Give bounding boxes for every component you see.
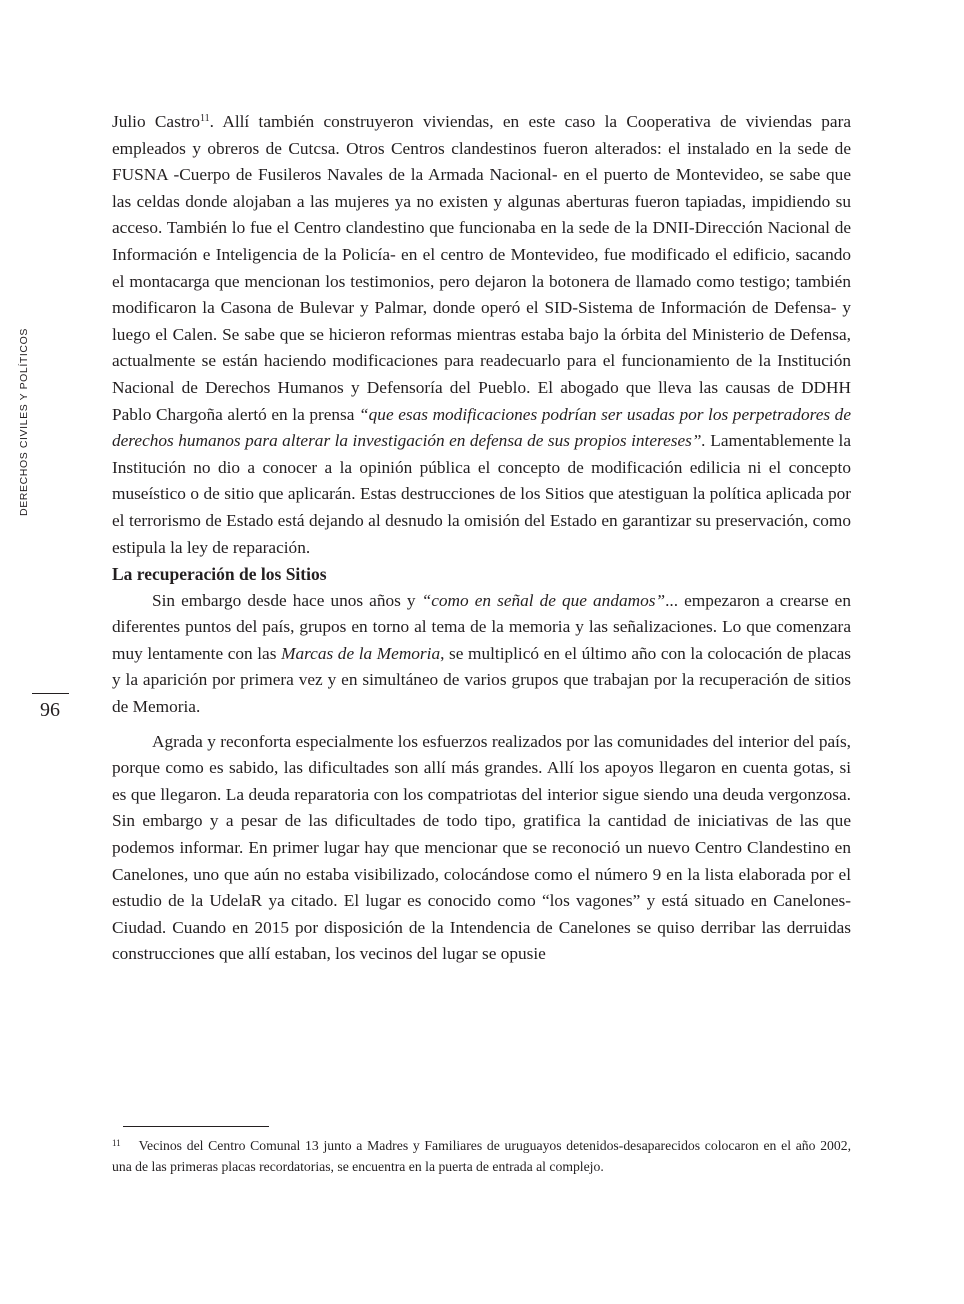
footnote-marker: 11 — [112, 1138, 121, 1148]
footnote-reference: 11 — [200, 113, 210, 124]
section-heading: La recuperación de los Sitios — [112, 564, 327, 585]
paragraph-2-italic: Marcas de la Memoria — [281, 643, 441, 663]
page-number: 96 — [40, 699, 60, 721]
paragraph-3: Agrada y reconforta especialmente los esfuerzos realizados por las comunidades del interior del país, porque como es sabido, las dificultades son allí más grandes. Allí los apoyos llegaron en cuenta gotas, si es que llegaron. La deuda reparatoria con los compatriotas del interior sigue siendo una deuda vergonzosa. Sin embargo y a pesar de las dificultades de todo tipo, gratifica la cantidad de iniciativas de las que podemos informar. En primer lugar hay que mencionar que se reconoció un nuevo Centro Clandestino en Canelones, uno que aún no estaba visibilizado, colocándose como el número 9 en la lista elaborada por el estudio de la UdelaR ya citado. El lugar es conocido como “los vagones” y está situado en Canelones-Ciudad. Cuando en 2015 por disposición de la Intendencia de Canelones se quiso derribar las derruidas construcciones que allí estaban, los vecinos del lugar se opusie — [112, 731, 851, 964]
paragraph-1 — [112, 109, 851, 561]
paragraph-2-quote: “como en señal de que andamos” — [421, 590, 666, 610]
running-head: DERECHOS CIVILES Y POLÍTICOS — [18, 328, 30, 516]
paragraph-1-text-c: Lamentablemente la Institución no dio a conocer a la opinión pública el concepto de modificación edilicia ni el concepto museístico o de sitio que aplicarán. Estas destrucciones de los Sitios que atestiguan la política aplicada por el terrorismo de Estado está dejando al desnudo la omisión del Estado en garantizar su preservación, como estipula la ley de reparación. — [112, 431, 851, 557]
footnote-rule — [123, 1126, 269, 1127]
paragraph-2-text-c: , se multiplicó en el último año con la colocación de placas y la aparición por primera vez y en simultáneo de varios grupos que trabajan por la recuperación de sitios de Memoria. — [112, 643, 851, 717]
page-number-rule — [32, 693, 69, 694]
paragraph-2 — [112, 588, 851, 721]
footnotes — [112, 1133, 851, 1177]
paragraph-2-text-b: ... empezaron a crearse en diferentes puntos del país, grupos en torno al tema de la memoria y las señalizaciones. Lo que comenzara muy lentamente con las — [112, 590, 851, 663]
paragraph-2-text-a: Sin embargo desde hace unos años y — [152, 590, 422, 610]
paragraph-1-text-b: . Allí también construyeron viviendas, en este caso la Cooperativa de viviendas para empleados y obreros de Cutcsa. Otros Centros clandestinos fueron alterados: el instalado en la sede de FUSNA -Cuerpo de Fusileros Navales de la Armada Nacional- en el puerto de Montevideo, se sabe que las celdas donde alojaban a las mujeres ya no existen y algunas aberturas fueron tapiadas, impidiendo su acceso. También lo fue el Centro clandestino que funcionaba en la sede de la DNII-Dirección Nacional de Información e Inteligencia de la Policía- en el centro de Montevideo, fue modificado el edificio, sacando el montacarga que mencionan los testimonios, pero dejaron la botonera de llamado como testigo; también modificaron la Casona de Bulevar y Palmar, donde operó el SID-Sistema de Información de Defensa- y luego el Calen. Se sabe que se hicieron reformas mientras estaba bajo la órbita del Ministerio de Defensa, actualmente se están haciendo modificaciones para readecuarlo para el funcionamiento de la Institución Nacional de Derechos Humanos y Defensoría del Pueblo. El abogado que lleva las causas de DDHH Pablo Chargoña alertó en la prensa — [112, 112, 851, 424]
paragraph-1-quote: “que esas modificaciones podrían ser usadas por los perpetradores de derechos humanos para alterar la investigación en defensa de sus propios intereses”. — [112, 404, 851, 451]
paragraph-1-text-a: Julio Castro — [112, 112, 201, 131]
body-text — [112, 109, 851, 968]
footnote-text: Vecinos del Centro Comunal 13 junto a Madres y Familiares de uruguayos detenidos-desaparecidos colocaron en el año 2002, una de las primeras placas recordatorias, se encuentra en la puerta de entrada al complejo. — [112, 1138, 851, 1174]
